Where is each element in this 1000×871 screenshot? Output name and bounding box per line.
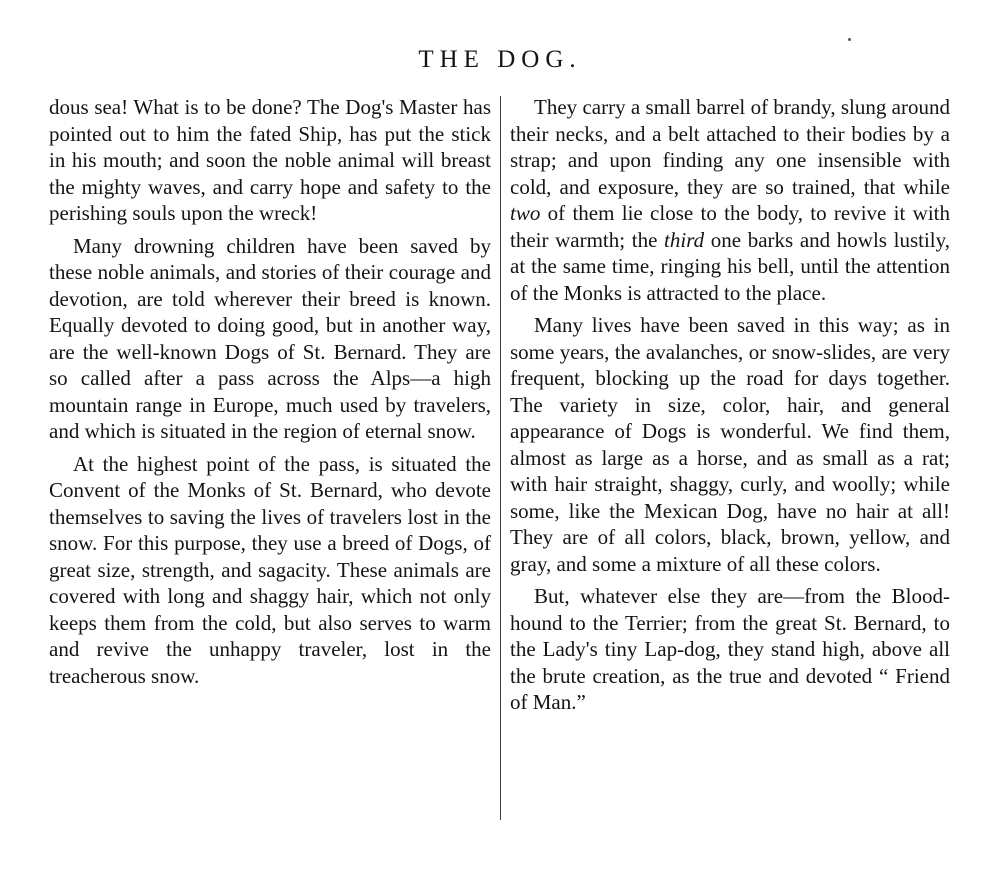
text-segment: of them lie close to the body, to revive it with their warmth; the xyxy=(510,201,950,252)
emphasis-third: third xyxy=(664,227,705,252)
print-speck xyxy=(848,38,851,41)
paragraph-brandy-barrel xyxy=(510,94,950,306)
paragraph-friend-of-man: But, whatever else they are—from the Blood-hound to the Terrier; from the great St. Bernard, to the Lady's tiny Lap-dog, they stand high, above all the brute creation, as the true and devoted “ Friend of Man.” xyxy=(510,584,950,714)
left-column xyxy=(49,94,491,695)
emphasis-two: two xyxy=(510,201,541,225)
right-column xyxy=(510,94,950,722)
text-segment: one barks and howls lustily, at the same time, ringing his bell, until the attention of the Monks is attracted to the place. xyxy=(510,227,950,305)
text-segment: They carry a small barrel of brandy, slung around their necks, and a belt attached to their bodies by a strap; and upon finding any one insensible with cold, and exposure, they are so trained, that while xyxy=(510,95,950,199)
paragraph-many-lives: Many lives have been saved in this way; as in some years, the avalanches, or snow-slides, are very frequent, blocking up the road for days together. The variety in size, color, hair, and general appearance of Dogs is wonderful. We find them, almost as large as a horse, and as small as a rat; with hair straight, shaggy, curly, and woolly; while some, like the Mexican Dog, have no hair at all! They are of all colors, black, brown, yellow, and gray, and some a mixture of all these colors. xyxy=(510,313,950,576)
column-divider xyxy=(500,96,501,820)
page-title: THE DOG. xyxy=(418,46,582,73)
paragraph-continued: dous sea! What is to be done? The Dog's Master has pointed out to him the fated Ship, has put the stick in his mouth; and soon the noble animal will breast the mighty waves, and carry hope and safety to the perishing souls upon the wreck! xyxy=(49,95,491,225)
paragraph-drowning-children: Many drowning children have been saved by these noble animals, and stories of their courage and devotion, are told wherever their breed is known. Equally devoted to doing good, but in another way, are the well-known Dogs of St. Bernard. They are so called after a pass across the Alps—a high mountain range in Europe, much used by travelers, and which is situated in the region of eternal snow. xyxy=(49,233,491,443)
paragraph-convent: At the highest point of the pass, is situated the Convent of the Monks of St. Bernard, who devote themselves to saving the lives of travelers lost in the snow. For this purpose, they use a breed of Dogs, of great size, strength, and sagacity. These animals are covered with long and shaggy hair, which not only keeps them from the cold, but also serves to warm and revive the unhappy traveler, lost in the treacherous snow. xyxy=(49,451,491,688)
